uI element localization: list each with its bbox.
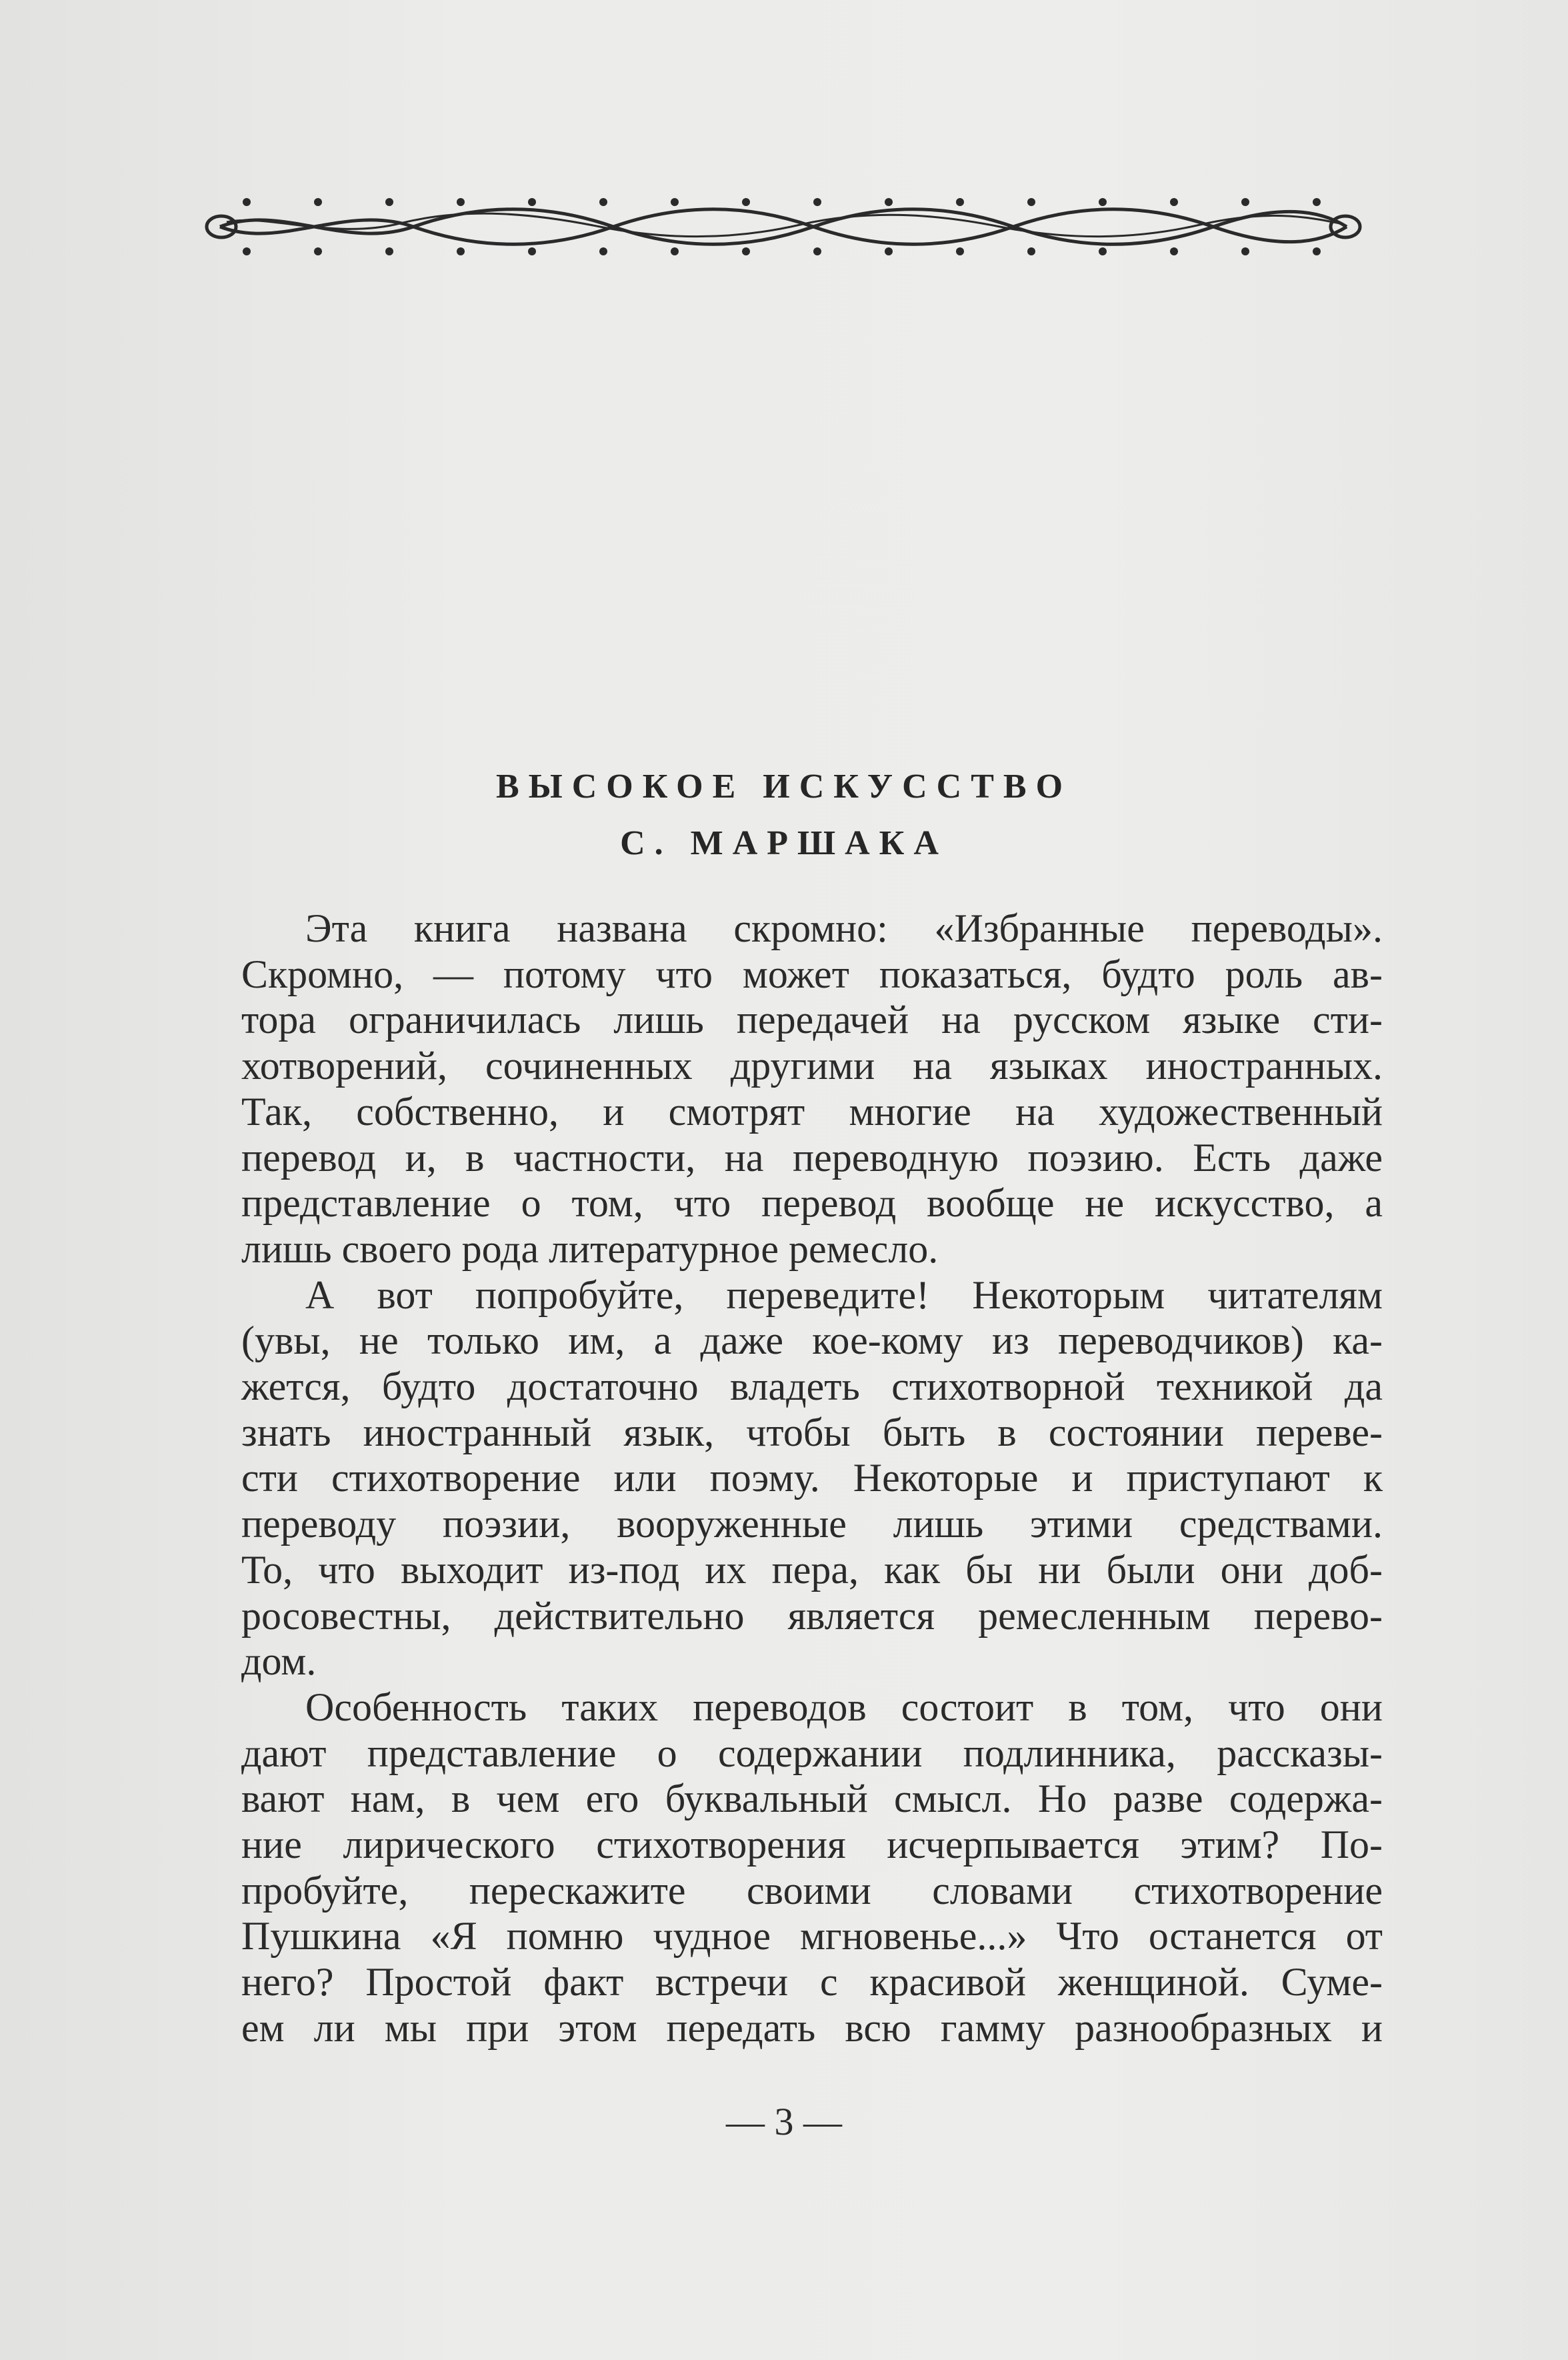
ornament-dot xyxy=(1099,247,1107,255)
text-line: Особенность таких переводов состоит в том, что они xyxy=(305,1684,1383,1729)
ornament-dot xyxy=(314,247,322,255)
text-line: дом. xyxy=(241,1639,317,1684)
ornament-dot xyxy=(671,198,679,206)
ornament-dot xyxy=(1241,247,1249,255)
chapter-title: ВЫСОКОЕ ИСКУССТВО xyxy=(495,768,1073,806)
ornament-dot xyxy=(243,198,251,206)
ornament-dot xyxy=(1241,198,1249,206)
text-line: Так, собственно, и смотрят многие на художественный xyxy=(241,1089,1383,1134)
chapter-subtitle-author: С. МАРШАКА xyxy=(620,824,948,862)
text-line: перевод и, в частности, на переводную поэзию. Есть даже xyxy=(241,1135,1383,1180)
ornament-dot xyxy=(457,198,465,206)
ornament-dot xyxy=(956,198,964,206)
text-line: него? Простой факт встречи с красивой женщиной. Суме- xyxy=(241,1960,1383,2005)
ornament-dot xyxy=(385,198,393,206)
ornament-dot xyxy=(1027,247,1035,255)
text-line: Скромно, — потому что может показаться, будто роль ав- xyxy=(241,952,1383,996)
text-line: То, что выходит из-под их пера, как бы ни были они доб- xyxy=(241,1547,1383,1592)
ornament-dot xyxy=(671,247,679,255)
body-text xyxy=(241,906,1383,2051)
text-line: представление о том, что перевод вообще не искусство, а xyxy=(241,1181,1383,1226)
ornament-dot xyxy=(742,198,750,206)
ornament-dot xyxy=(885,247,893,255)
text-line: знать иностранный язык, чтобы быть в состоянии переве- xyxy=(241,1410,1383,1454)
text-line: А вот попробуйте, переведите! Некоторым читателям xyxy=(305,1272,1383,1317)
text-line: сти стихотворение или поэму. Некоторые и приступают к xyxy=(241,1456,1383,1500)
text-line: росовестны, действительно является ремесленным перево- xyxy=(241,1593,1383,1638)
ornament-dot xyxy=(885,198,893,206)
ornament-dot xyxy=(599,247,607,255)
ornament-dot xyxy=(1313,198,1321,206)
ornament-dot xyxy=(956,247,964,255)
ornament-dot xyxy=(1027,198,1035,206)
text-line: (увы, не только им, а даже кое-кому из переводчиков) ка- xyxy=(241,1318,1383,1363)
text-line: Пушкина «Я помню чудное мгновенье...» Что останется от xyxy=(241,1914,1383,1959)
text-line: хотворений, сочиненных другими на языках иностранных. xyxy=(241,1044,1383,1088)
ornament-dot xyxy=(599,198,607,206)
text-line: ние лирического стихотворения исчерпывается этим? По- xyxy=(241,1823,1383,1867)
ornament-dot xyxy=(813,247,821,255)
ornament-dot xyxy=(385,247,393,255)
text-line: лишь своего рода литературное ремесло. xyxy=(241,1226,939,1271)
ornament-dot xyxy=(1170,247,1178,255)
ornament-dot xyxy=(528,247,536,255)
ornament-dot xyxy=(528,198,536,206)
ornament-dot xyxy=(314,198,322,206)
ornament-dot xyxy=(1170,198,1178,206)
ornament-dot xyxy=(457,247,465,255)
ornament-dot xyxy=(243,247,251,255)
text-line: вают нам, в чем его буквальный смысл. Но разве содержа- xyxy=(241,1777,1383,1821)
text-line: дают представление о содержании подлинника, рассказы- xyxy=(241,1730,1383,1775)
text-line: жется, будто достаточно владеть стихотворной техникой да xyxy=(241,1364,1383,1409)
decorative-rope-ornament xyxy=(200,190,1367,263)
ornament-dot xyxy=(813,198,821,206)
ornament-dot xyxy=(1313,247,1321,255)
text-line: Эта книга названа скромно: «Избранные переводы». xyxy=(305,906,1383,950)
ornament-dot xyxy=(742,247,750,255)
ornament-dot xyxy=(1099,198,1107,206)
text-line: переводу поэзии, вооруженные лишь этими средствами. xyxy=(241,1502,1383,1546)
text-line: ем ли мы при этом передать всю гамму разнообразных и xyxy=(241,2005,1383,2050)
page-number: — 3 — xyxy=(726,2100,842,2143)
text-line: тора ограничилась лишь передачей на русском языке сти- xyxy=(241,998,1383,1042)
text-line: пробуйте, перескажите своими словами стихотворение xyxy=(241,1868,1383,1913)
